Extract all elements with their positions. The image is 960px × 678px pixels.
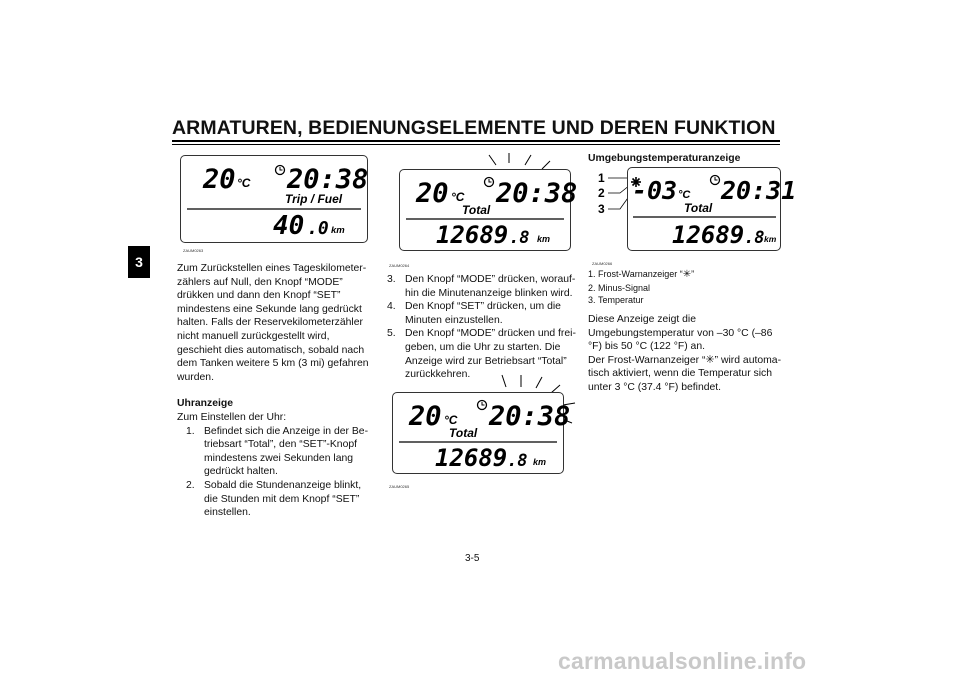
list-item: 4. Den Knopf “SET” drücken, um die Minuten einzustellen. [387,301,561,326]
lcd-mode-label: Trip / Fuel [285,192,343,206]
lcd-temp-unit: °C [444,413,458,427]
callout-2: 2 [598,186,605,200]
figure-code: ZAUM0263 [183,248,204,253]
column-1 [177,262,369,520]
legend-item: 2. Minus-Signal [588,282,651,293]
lcd-value-unit: km [533,457,547,467]
lcd-time: 20:38 [489,401,571,432]
lcd-value-int: 12689 [435,444,508,472]
title-rule-thin [172,144,780,145]
clock-icon [276,166,285,175]
lcd-temp-unit: °C [678,189,691,201]
paragraph: Diese Anzeige zeigt die Umgebungstemperatur von –30 °C (–86 °F) bis 50 °C (122 °F) an. [588,314,773,353]
paragraph: Der Frost-Warnanzeiger “✳” wird automatisch aktiviert, wenn die Temperatur sich unter 3 °C (37.4 °F) befindet. [588,353,782,393]
lcd-value-int: 12689 [672,221,745,249]
list-item: 3. Den Knopf “MODE” drücken, woraufhin die Minutenanzeige blinken wird. [387,274,576,299]
lcd-value-dec: .0 [307,218,329,239]
figure-code: ZAUM0265 [389,484,410,489]
lcd-temp: 20 [203,164,236,195]
paragraph: Zum Einstellen der Uhr: [177,411,287,423]
title-rule [172,140,780,142]
figure-code: ZAUM0264 [389,263,410,268]
section-heading: Uhranzeige [177,398,234,410]
section-heading: Umgebungstemperaturanzeige [588,153,741,164]
lcd-display-trip [180,155,368,243]
lcd-value-dec: .8 [507,451,528,471]
frost-warning-icon: ✳ [682,269,692,280]
lcd-figure-minutes-blink [392,153,578,253]
lcd-value-unit: km [537,234,551,244]
column-3 [588,313,782,395]
lcd-time: 20:38 [496,178,578,209]
lcd-time: 20:31 [721,176,797,205]
clock-icon [478,401,487,410]
watermark: carmanualsonline.info [558,648,807,674]
lcd-temp: 20 [416,178,449,209]
lcd-mode-label: Total [684,201,713,215]
list-item: 2. Sobald die Stundenanzeige blinkt, die Stunden mit dem Knopf “SET” einstellen. [186,479,362,519]
lcd-temp: 20 [409,401,442,432]
clock-icon [711,176,720,185]
page-title: ARMATUREN, BEDIENUNGSELEMENTE UND DEREN FUNKTION [172,117,776,139]
lcd-value-dec: .8 [744,228,765,248]
lcd-temp: -03 [632,176,678,205]
lcd-mode-label: Total [449,426,478,440]
chapter-tab: 3 [128,246,150,278]
column-2 [387,273,577,382]
lcd-mode-label: Total [462,203,491,217]
lcd-figure-clock-running [392,375,577,475]
list-item: 1. Befindet sich die Anzeige in der Betriebsart “Total”, den “SET”-Knopf mindestens zwei Sekunden lang gedrückt halten. [186,425,369,478]
lcd-figure-temperature [590,165,797,253]
frost-warning-icon: ✳ [705,353,715,366]
lcd-temp-unit: °C [451,190,465,204]
lcd-value-int: 12689 [436,221,509,249]
lcd-value-unit: km [331,225,345,236]
lcd-value-unit: km [764,234,777,244]
lcd-value-dec: .8 [509,228,530,248]
callout-1: 1 [598,171,605,185]
figure-code: ZAUM0266 [592,261,613,266]
callout-3: 3 [598,202,605,216]
paragraph: Zum Zurückstellen eines Tageskilometerzählers auf Null, den Knopf “MODE” drükken und dann den Knopf “SET” mindestens eine Sekunde lang gedrückt halten. Falls der Reservekilometerzähler nicht manuell zurückgestellt wird, geschieht dies automatisch, sobald nach dem Tanken weitere 5 km (3 mi) gefahren wurden. [177,263,369,383]
legend-item: 3. Temperatur [588,295,644,305]
page-number: 3-5 [465,553,480,564]
lcd-temp-unit: °C [237,176,251,190]
lcd-value-int: 40 [273,211,305,241]
list-item: 5. Den Knopf “MODE” drücken und freigeben, um die Uhr zu starten. Die Anzeige wird zur Betriebsart “Total” zurückkehren. [387,328,576,381]
figure-legend [588,268,788,307]
legend-item: 1. Frost-Warnanzeiger “✳” [588,269,695,280]
lcd-time: 20:38 [287,164,369,195]
clock-icon [485,178,494,187]
